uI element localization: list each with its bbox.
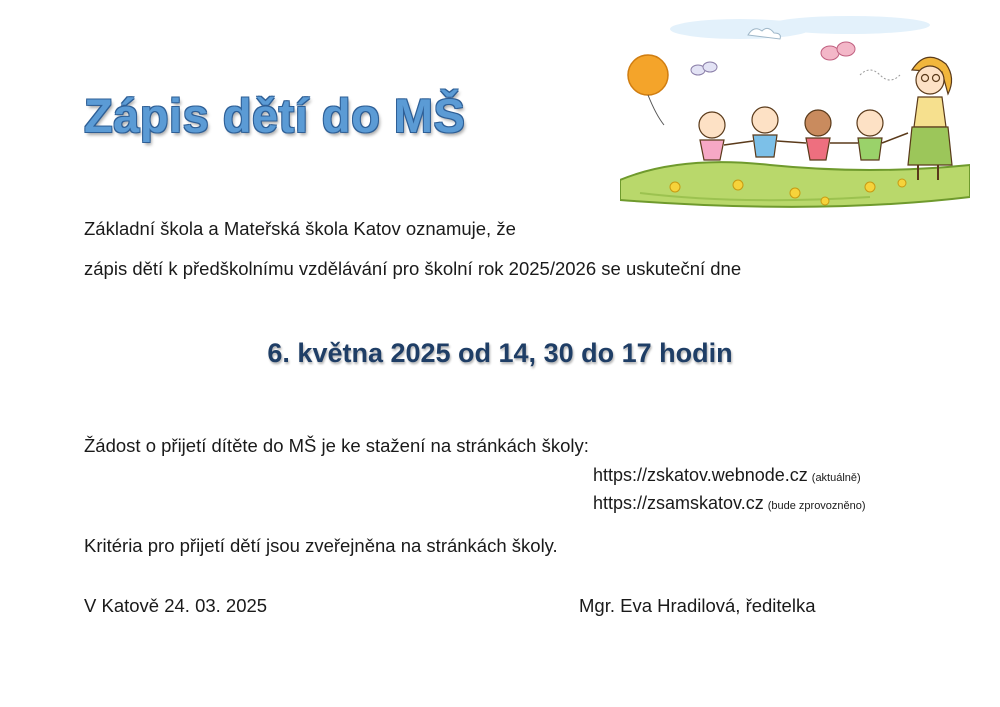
criteria-text: Kritéria pro přijetí dětí jsou zveřejněna na stránkách školy.: [84, 535, 558, 556]
butterfly-icon: [821, 42, 855, 60]
school-link-current[interactable]: https://zskatov.webnode.cz: [593, 465, 808, 485]
children-playing-illustration: [620, 15, 970, 215]
intro-line-1: Základní škola a Mateřská škola Katov oznamuje, že: [84, 218, 516, 239]
link-note-future: (bude zprovozněno): [767, 500, 866, 512]
application-text: Žádost o přijetí dítěte do MŠ je ke stažení na stránkách školy:: [84, 435, 589, 456]
enrollment-date: 6. května 2025 od 14, 30 do 17 hodin: [267, 338, 733, 368]
signature: Mgr. Eva Hradilová, ředitelka: [579, 595, 816, 616]
page-title: Zápis dětí do MŠ: [84, 89, 466, 142]
place-date: V Katově 24. 03. 2025: [84, 595, 268, 616]
link-note-current: (aktuálně): [811, 472, 861, 484]
intro-line-2: zápis dětí k předškolnímu vzdělávání pro školní rok 2025/2026 se uskuteční dne: [84, 258, 742, 279]
link-row-1: [593, 465, 861, 486]
butterfly-icon: [691, 62, 717, 75]
school-link-future[interactable]: https://zsamskatov.cz: [593, 493, 764, 513]
link-row-2: [593, 493, 866, 514]
